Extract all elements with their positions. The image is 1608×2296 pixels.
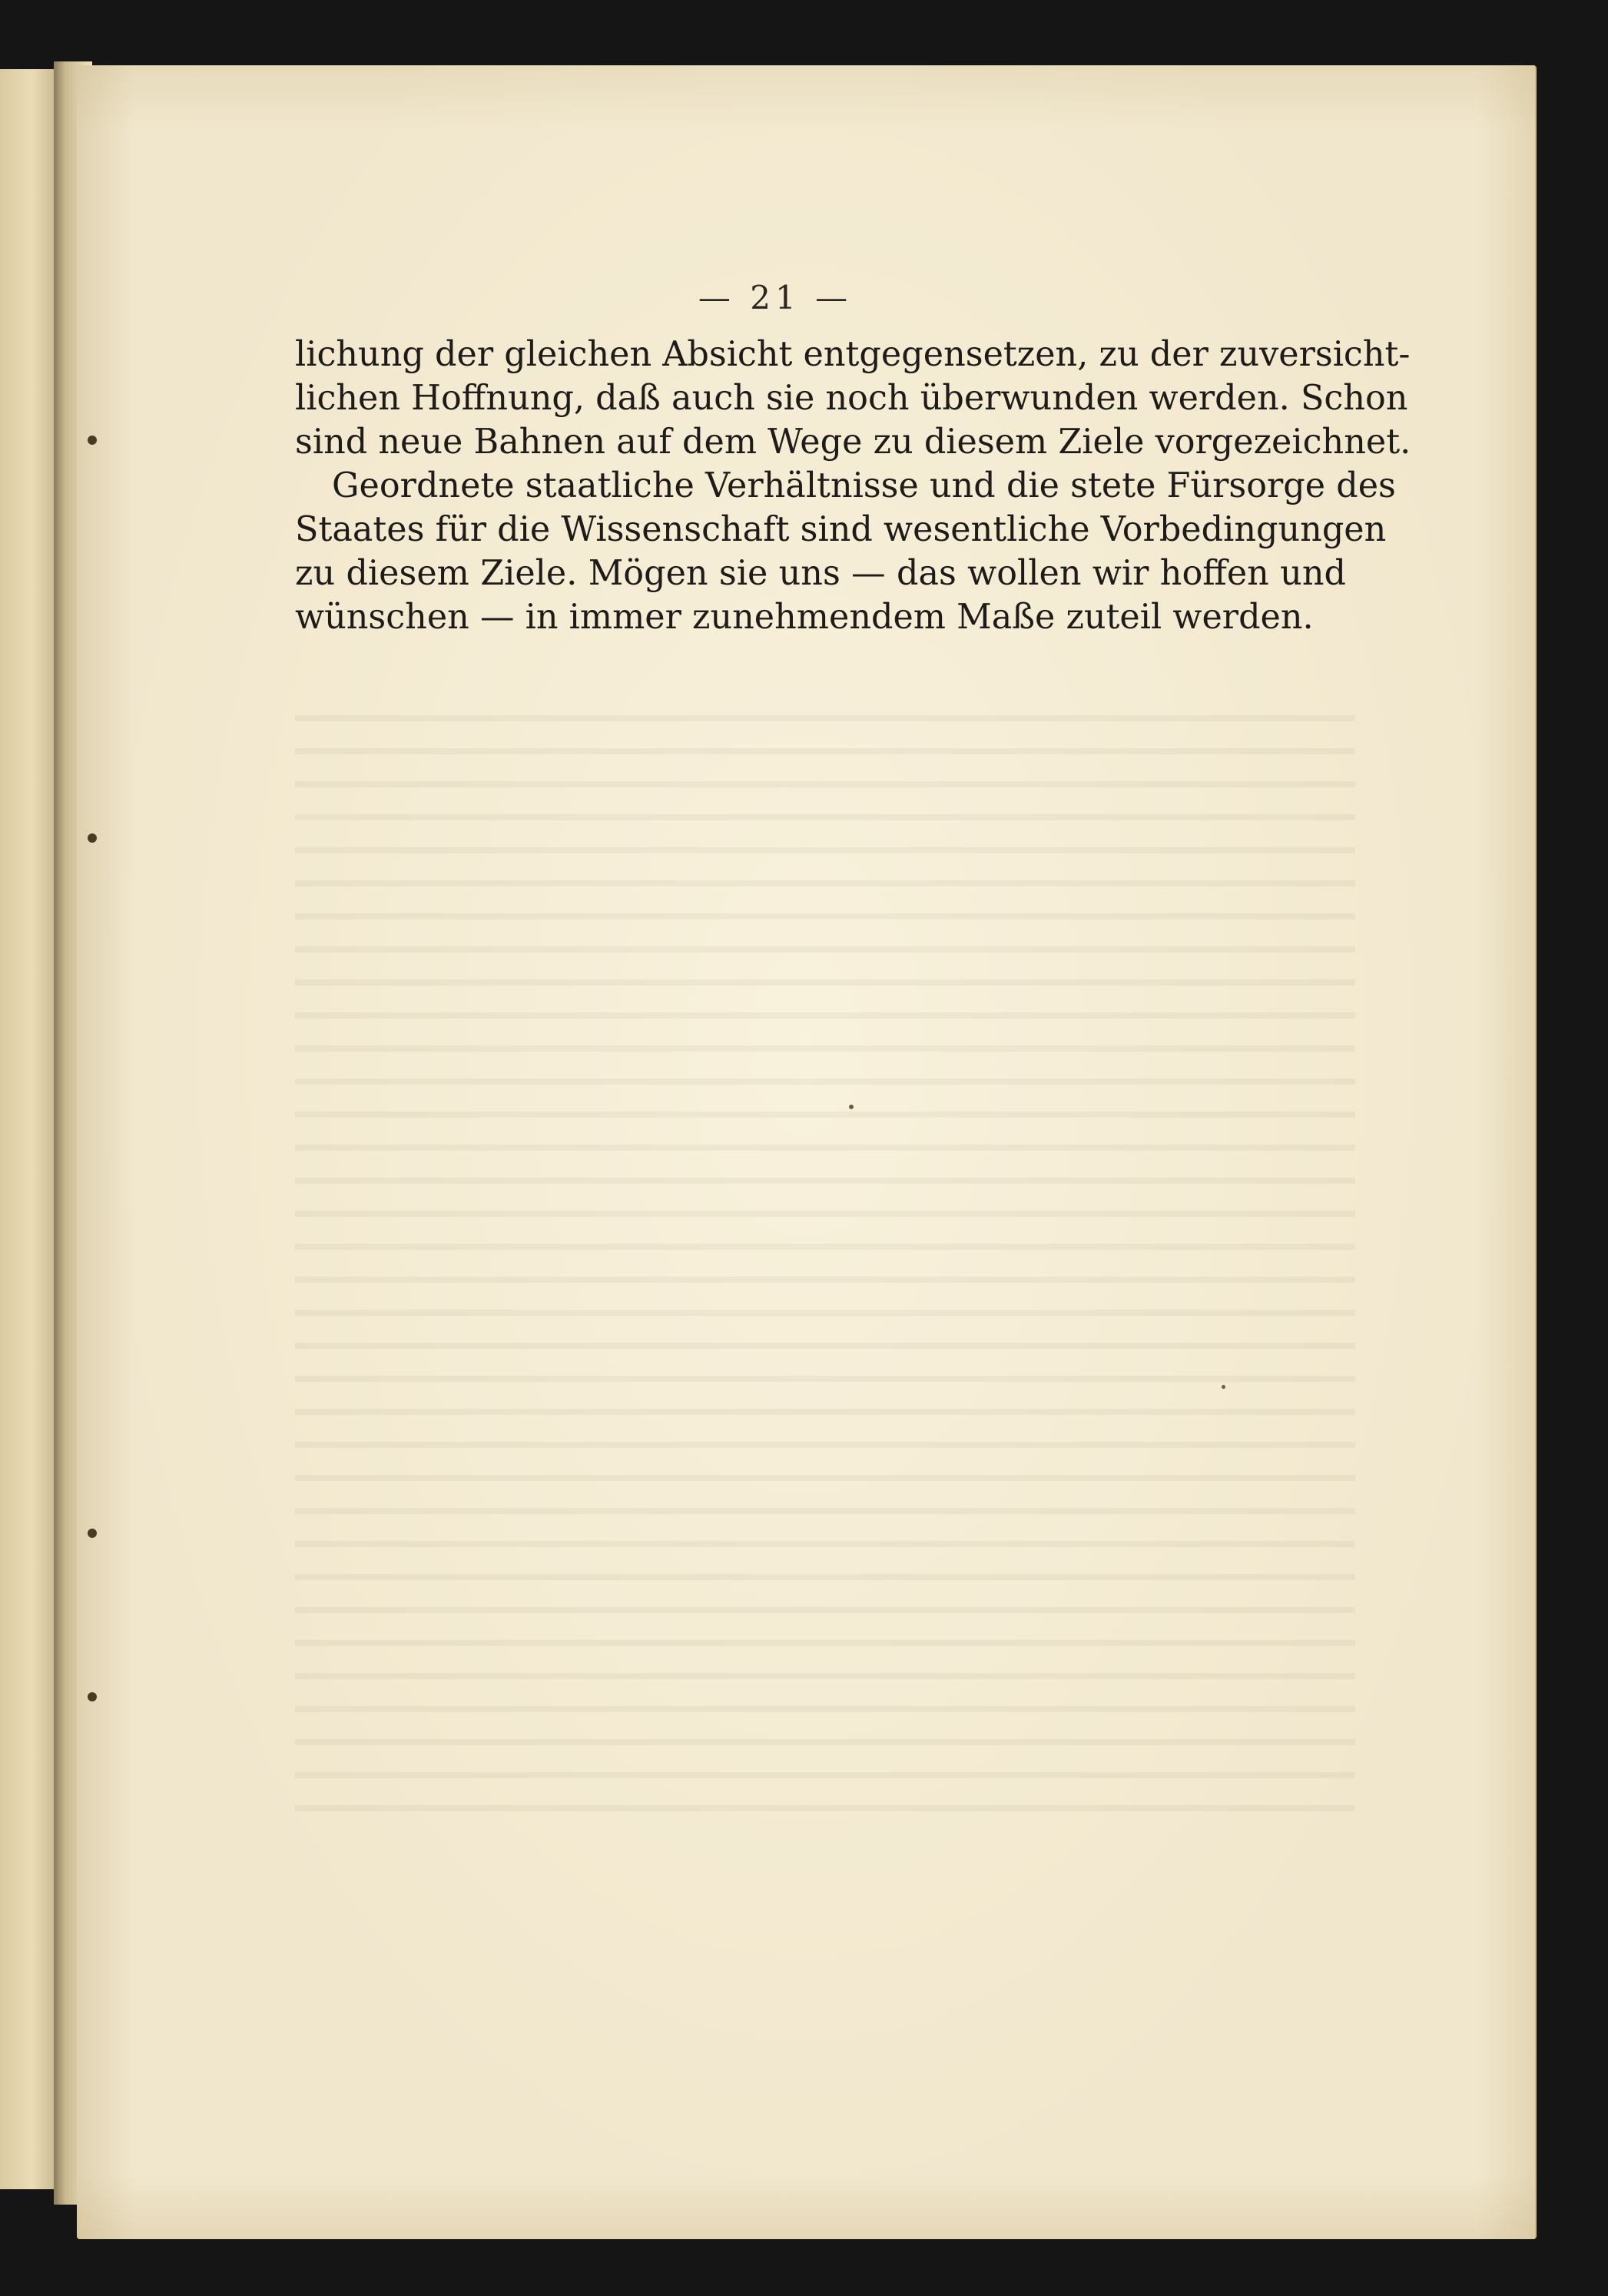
left-page-edge [0, 69, 54, 2189]
text-line: sind neue Bahnen auf dem Wege zu diesem Ziele vorgezeichnet. [295, 422, 1411, 462]
text-line: Geordnete staatliche Verhältnisse und die stete Fürsorge des [332, 466, 1396, 505]
text-line: zu diesem Ziele. Mögen sie uns — das wollen wir hoffen und [295, 554, 1346, 593]
reverse-side-show-through [295, 695, 1355, 1824]
paragraph [295, 464, 1396, 639]
book-page [77, 65, 1537, 2239]
paper-speck [1222, 1385, 1225, 1389]
paper-speck [849, 1105, 854, 1109]
page-number: — 21 — [698, 279, 853, 316]
paragraph [295, 333, 1411, 464]
binding-hole [88, 1692, 97, 1701]
binding-hole [88, 1529, 97, 1538]
binding-hole [88, 436, 97, 445]
text-line: wünschen — in immer zunehmendem Maße zuteil werden. [295, 598, 1314, 637]
body-text [295, 333, 1411, 639]
text-line: lichen Hoffnung, daß auch sie noch überwunden werden. Schon [295, 379, 1408, 418]
text-line: lichung der gleichen Absicht entgegensetzen, zu der zuversicht- [295, 335, 1411, 374]
text-line: Staates für die Wissenschaft sind wesentliche Vorbedingungen [295, 510, 1387, 549]
binding-hole [88, 833, 97, 843]
